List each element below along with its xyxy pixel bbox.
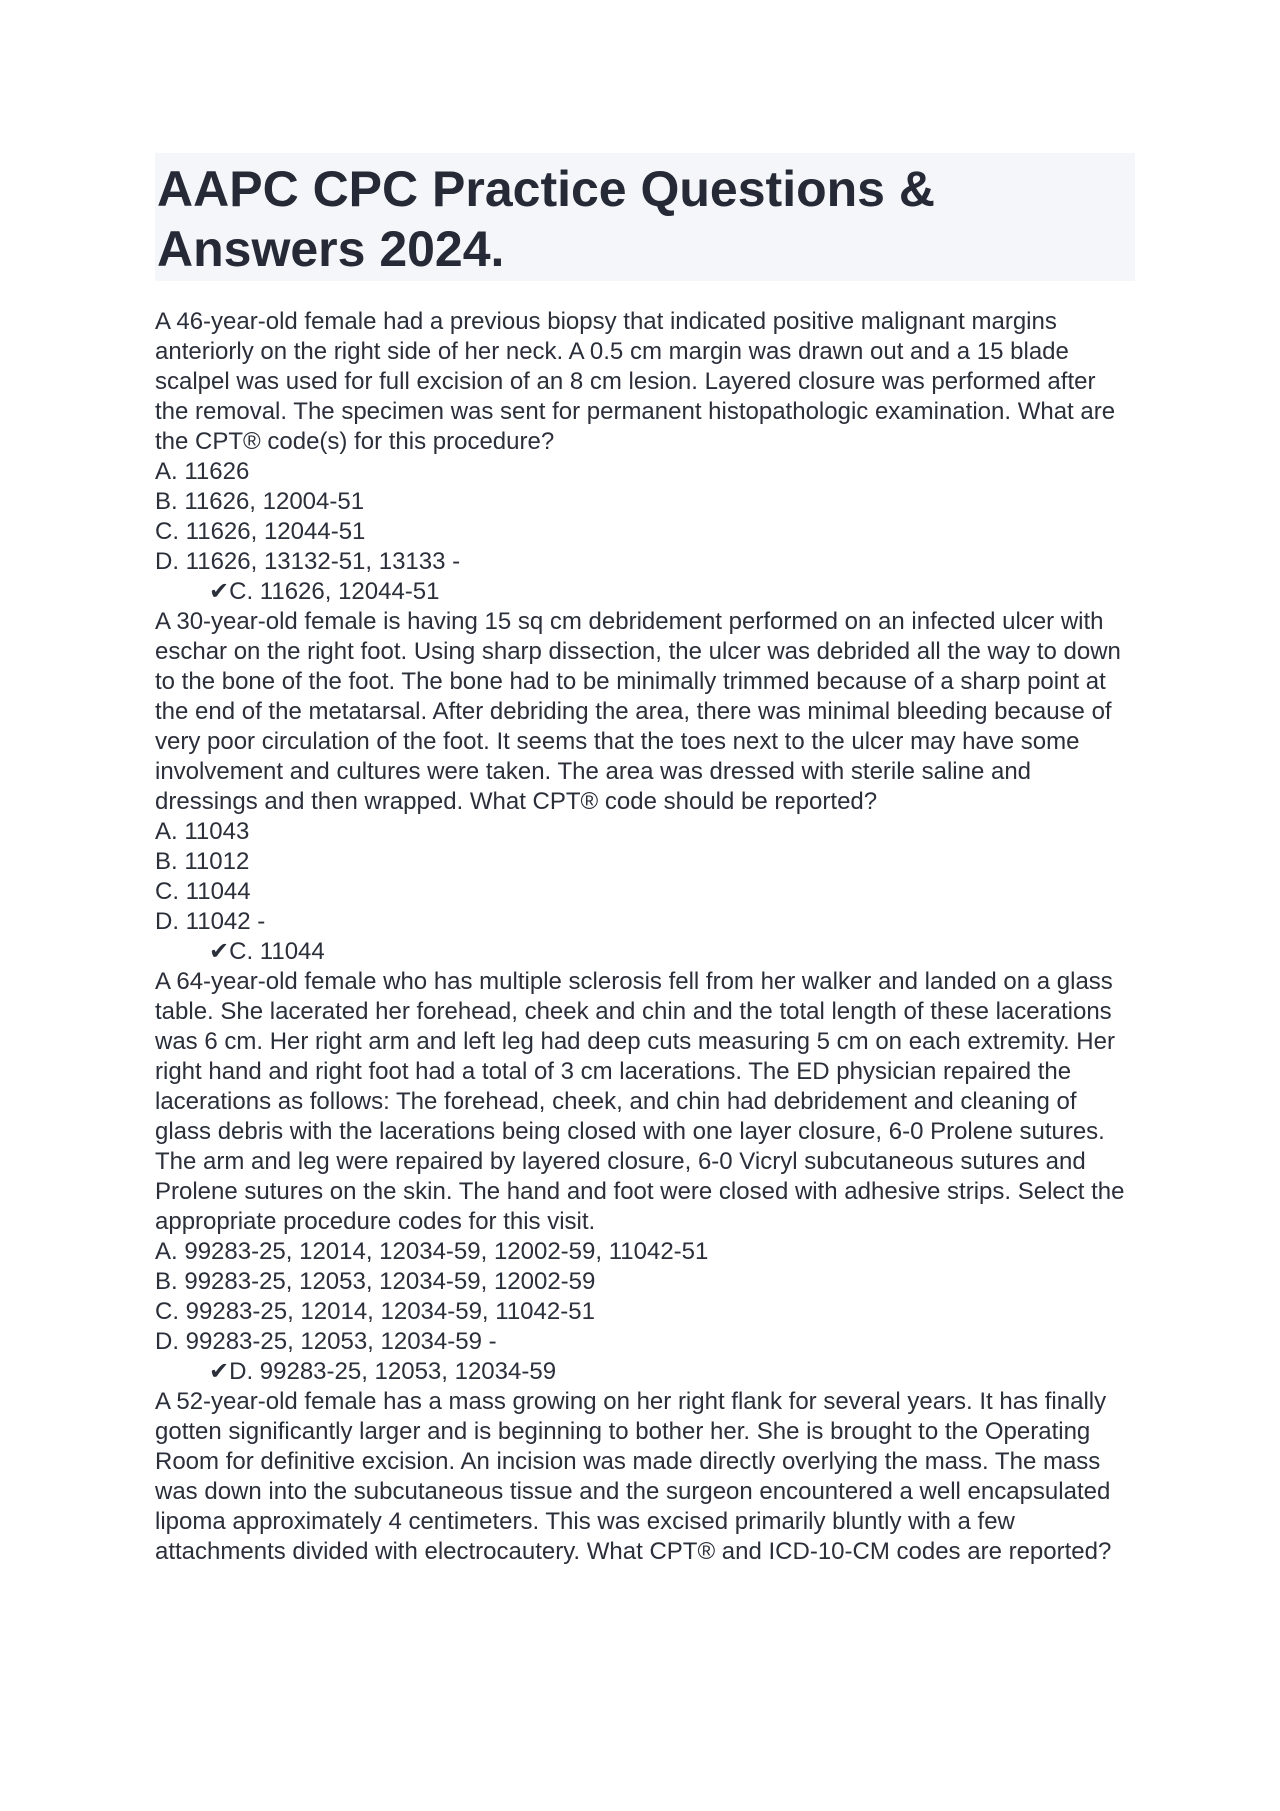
option-c: C. 11626, 12044-51 [155, 518, 366, 545]
option-a: A. 11043 [155, 818, 250, 845]
option-c: C. 11044 [155, 878, 251, 905]
page-title: AAPC CPC Practice Questions & Answers 2024. [157, 161, 935, 277]
answer: ✔C. 11044 [209, 938, 325, 965]
question-2 [155, 607, 1135, 967]
option-b: B. 11626, 12004-51 [155, 488, 365, 515]
title-block [155, 153, 1135, 281]
option-d: D. 11042 - [155, 908, 266, 935]
question-text: A 52-year-old female has a mass growing on her right flank for several years. It has finally gotten significantly larger and is beginning to bother her. She is brought to the Operating Room for definitive excision. An incision was made directly overlying the mass. The mass was down into the subcutaneous tissue and the surgeon encountered a well encapsulated lipoma approximately 4 centimeters. This was excised primarily bluntly with a few attachments divided with electrocautery. What CPT® and ICD-10-CM codes are reported? [155, 1388, 1112, 1565]
option-a: A. 99283-25, 12014, 12034-59, 12002-59, 11042-51 [155, 1238, 709, 1265]
answer: ✔C. 11626, 12044-51 [209, 578, 440, 605]
option-c: C. 99283-25, 12014, 12034-59, 11042-51 [155, 1298, 595, 1325]
document-page [155, 153, 1135, 1567]
question-3 [155, 967, 1135, 1387]
option-d: D. 99283-25, 12053, 12034-59 - [155, 1328, 497, 1355]
option-d: D. 11626, 13132-51, 13133 - [155, 548, 461, 575]
answer: ✔D. 99283-25, 12053, 12034-59 [209, 1358, 557, 1385]
question-1 [155, 307, 1135, 607]
option-a: A. 11626 [155, 458, 250, 485]
question-text: A 30-year-old female is having 15 sq cm debridement performed on an infected ulcer with eschar on the right foot. Using sharp dissection, the ulcer was debrided all the way to down to the bone of the foot. The bone had to be minimally trimmed because of a sharp point at the end of the metatarsal. After debriding the area, there was minimal bleeding because of very poor circulation of the foot. It seems that the toes next to the ulcer may have some involvement and cultures were taken. The area was dressed with sterile saline and dressings and then wrapped. What CPT® code should be reported? [155, 608, 1121, 815]
option-b: B. 11012 [155, 848, 250, 875]
option-b: B. 99283-25, 12053, 12034-59, 12002-59 [155, 1268, 596, 1295]
question-4 [155, 1387, 1135, 1567]
question-text: A 46-year-old female had a previous biopsy that indicated positive malignant margins anteriorly on the right side of her neck. A 0.5 cm margin was drawn out and a 15 blade scalpel was used for full excision of an 8 cm lesion. Layered closure was performed after the removal. The specimen was sent for permanent histopathologic examination. What are the CPT® code(s) for this procedure? [155, 308, 1116, 455]
question-text: A 64-year-old female who has multiple sclerosis fell from her walker and landed on a glass table. She lacerated her forehead, cheek and chin and the total length of these lacerations was 6 cm. Her right arm and left leg had deep cuts measuring 5 cm on each extremity. Her right hand and right foot had a total of 3 cm lacerations. The ED physician repaired the lacerations as follows: The forehead, cheek, and chin had debridement and cleaning of glass debris with the lacerations being closed with one layer closure, 6-0 Prolene sutures. The arm and leg were repaired by layered closure, 6-0 Vicryl subcutaneous sutures and Prolene sutures on the skin. The hand and foot were closed with adhesive strips. Select the appropriate procedure codes for this visit. [155, 968, 1125, 1235]
